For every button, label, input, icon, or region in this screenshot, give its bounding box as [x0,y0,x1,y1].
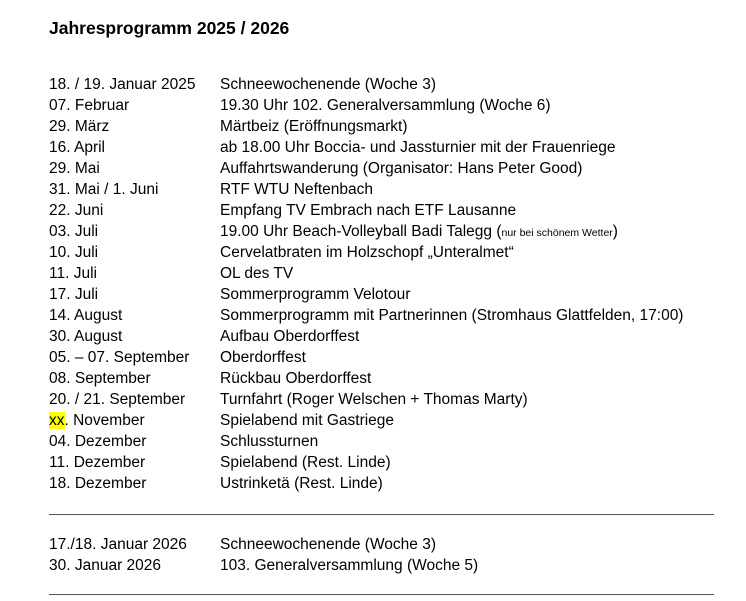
event-description: Schneewochenende (Woche 3) [220,536,436,553]
event-description: Auffahrtswanderung (Organisator: Hans Peter Good) [220,160,583,177]
event-description: Aufbau Oberdorffest [220,328,360,345]
event-date: 18. / 19. Januar 2025 [49,76,196,93]
event-description: Empfang TV Embrach nach ETF Lausanne [220,202,517,219]
event-date: 08. September [49,370,151,387]
event-date: 31. Mai / 1. Juni [49,181,159,198]
event-description: Sommerprogramm Velotour [220,286,411,303]
section-divider [49,514,714,515]
page-title: Jahresprogramm 2025 / 2026 [49,18,290,38]
event-description: OL des TV [220,265,294,282]
event-description-group [220,221,618,244]
event-description: Oberdorffest [220,349,306,366]
section-divider [49,594,714,595]
event-date: 10. Juli [49,244,99,261]
event-date: 17. Juli [49,286,99,303]
event-date: 16. April [49,139,106,156]
event-date: 22. Juni [49,202,104,219]
event-description: Sommerprogramm mit Partnerinnen (Stromhaus Glattfelden, 17:00) [220,307,684,324]
event-date: 07. Februar [49,97,130,114]
event-description: 19.00 Uhr Beach-Volleyball Badi Talegg [220,223,493,240]
event-description: RTF WTU Neftenbach [220,181,374,198]
event-date: 11. Juli [49,265,97,282]
event-description: Rückbau Oberdorffest [220,370,372,387]
event-date: 17./18. Januar 2026 [49,536,187,553]
event-description: Turnfahrt (Roger Welschen + Thomas Marty) [220,391,528,408]
event-note: nur bei schönem Wetter [501,227,613,239]
event-description: 103. Generalversammlung (Woche 5) [220,557,479,574]
event-date-group [49,410,145,431]
event-note-open: ( [496,223,502,240]
event-description: Ustrinketä (Rest. Linde) [220,475,383,492]
event-description: Cervelatbraten im Holzschopf „Unteralmet“ [220,244,514,261]
event-date: 20. / 21. September [49,391,186,408]
event-description: Schlussturnen [220,433,319,450]
event-date: 29. März [49,118,110,135]
event-date: 30. Januar 2026 [49,557,162,574]
event-date: 14. August [49,307,123,324]
event-description: Märtbeiz (Eröffnungsmarkt) [220,118,408,135]
event-description: Spielabend mit Gastriege [220,412,395,429]
event-date: 30. August [49,328,123,345]
event-date: 11. Dezember [49,454,146,471]
date-placeholder-highlight: xx [49,412,65,429]
event-description: 19.30 Uhr 102. Generalversammlung (Woche 6) [220,97,551,114]
event-date: 29. Mai [49,160,100,177]
event-description: Schneewochenende (Woche 3) [220,76,436,93]
event-date: 18. Dezember [49,475,147,492]
event-date: 05. – 07. September [49,349,190,366]
event-date: 04. Dezember [49,433,147,450]
event-note-close: ) [612,223,618,240]
event-description: ab 18.00 Uhr Boccia- und Jassturnier mit der Frauenriege [220,139,616,156]
event-description: Spielabend (Rest. Linde) [220,454,391,471]
event-date: 03. Juli [49,223,99,240]
event-date: . November [64,412,145,429]
